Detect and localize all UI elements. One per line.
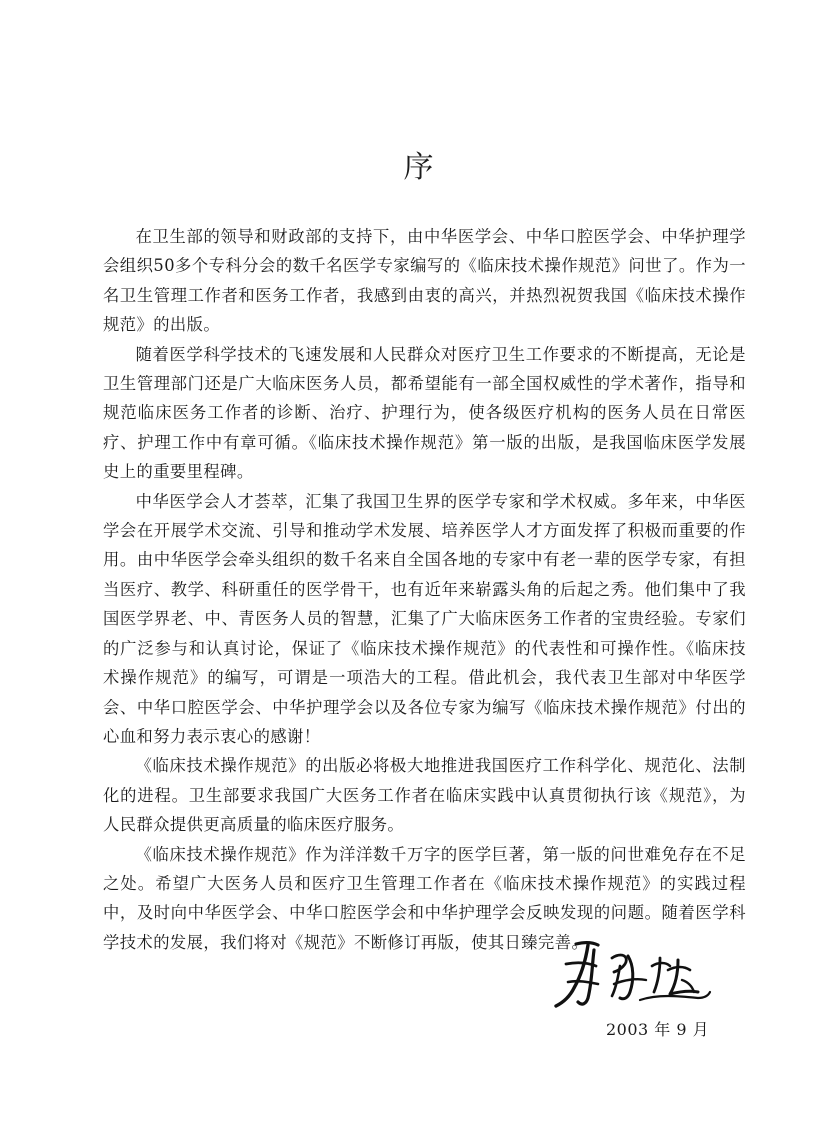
page-title: 序 (403, 150, 436, 185)
paragraph-1: 在卫生部的领导和财政部的支持下，由中华医学会、中华口腔医学会、中华护理学会组织50多个专科分会的数千名医学专家编写的《临床技术操作规范》问世了。作为一名卫生管理工作者和医务工作者，我感到由衷的高兴，并热烈祝贺我国《临床技术操作规范》的出版。 (103, 227, 746, 335)
paragraph-3: 中华医学会人才荟萃，汇集了我国卫生界的医学专家和学术权威。多年来，中华医学会在开展学术交流、引导和推动学术发展、培养医学人才方面发挥了积极而重要的作用。由中华医学会牵头组织的数千名来自全国各地的专家中有老一辈的医学专家，有担当医疗、教学、科研重任的医学骨干，也有近年来崭露头角的后起之秀。他们集中了我国医学界老、中、青医务人员的智慧，汇集了广大临床医务工作者的宝贵经验。专家们的广泛参与和认真讨论，保证了《临床技术操作规范》的代表性和可操作性。《临床技术操作规范》的编写，可谓是一项浩大的工程。借此机会，我代表卫生部对中华医学会、中华口腔医学会、中华护理学会以及各位专家为编写《临床技术操作规范》付出的心血和努力表示衷心的感谢！ (103, 491, 746, 746)
preface-body (103, 222, 746, 957)
paragraph-5: 《临床技术操作规范》作为洋洋数千万字的医学巨著，第一版的问世难免存在不足之处。希望广大医务人员和医疗卫生管理工作者在《临床技术操作规范》的实践过程中，及时向中华医学会、中华口腔医学会和中华护理学会反映发现的问题。随着医学科学技术的发展，我们将对《规范》不断修订再版，使其日臻完善。 (103, 844, 746, 952)
paragraph-4: 《临床技术操作规范》的出版必将极大地推进我国医疗工作科学化、规范化、法制化的进程。卫生部要求我国广大医务工作者在临床实践中认真贯彻执行该《规范》，为人民群众提供更高质量的临床医疗服务。 (103, 756, 746, 835)
date-line: 2003 年 9 月 (606, 1020, 710, 1039)
handwritten-signature (548, 936, 718, 1012)
paragraph-2: 随着医学科学技术的飞速发展和人民群众对医疗卫生工作要求的不断提高，无论是卫生管理部门还是广大临床医务人员，都希望能有一部全国权威性的学术著作，指导和规范临床医务工作者的诊断、治疗、护理行为，使各级医疗机构的医务人员在日常医疗、护理工作中有章可循。《临床技术操作规范》第一版的出版，是我国临床医学发展史上的重要里程碑。 (103, 344, 746, 482)
